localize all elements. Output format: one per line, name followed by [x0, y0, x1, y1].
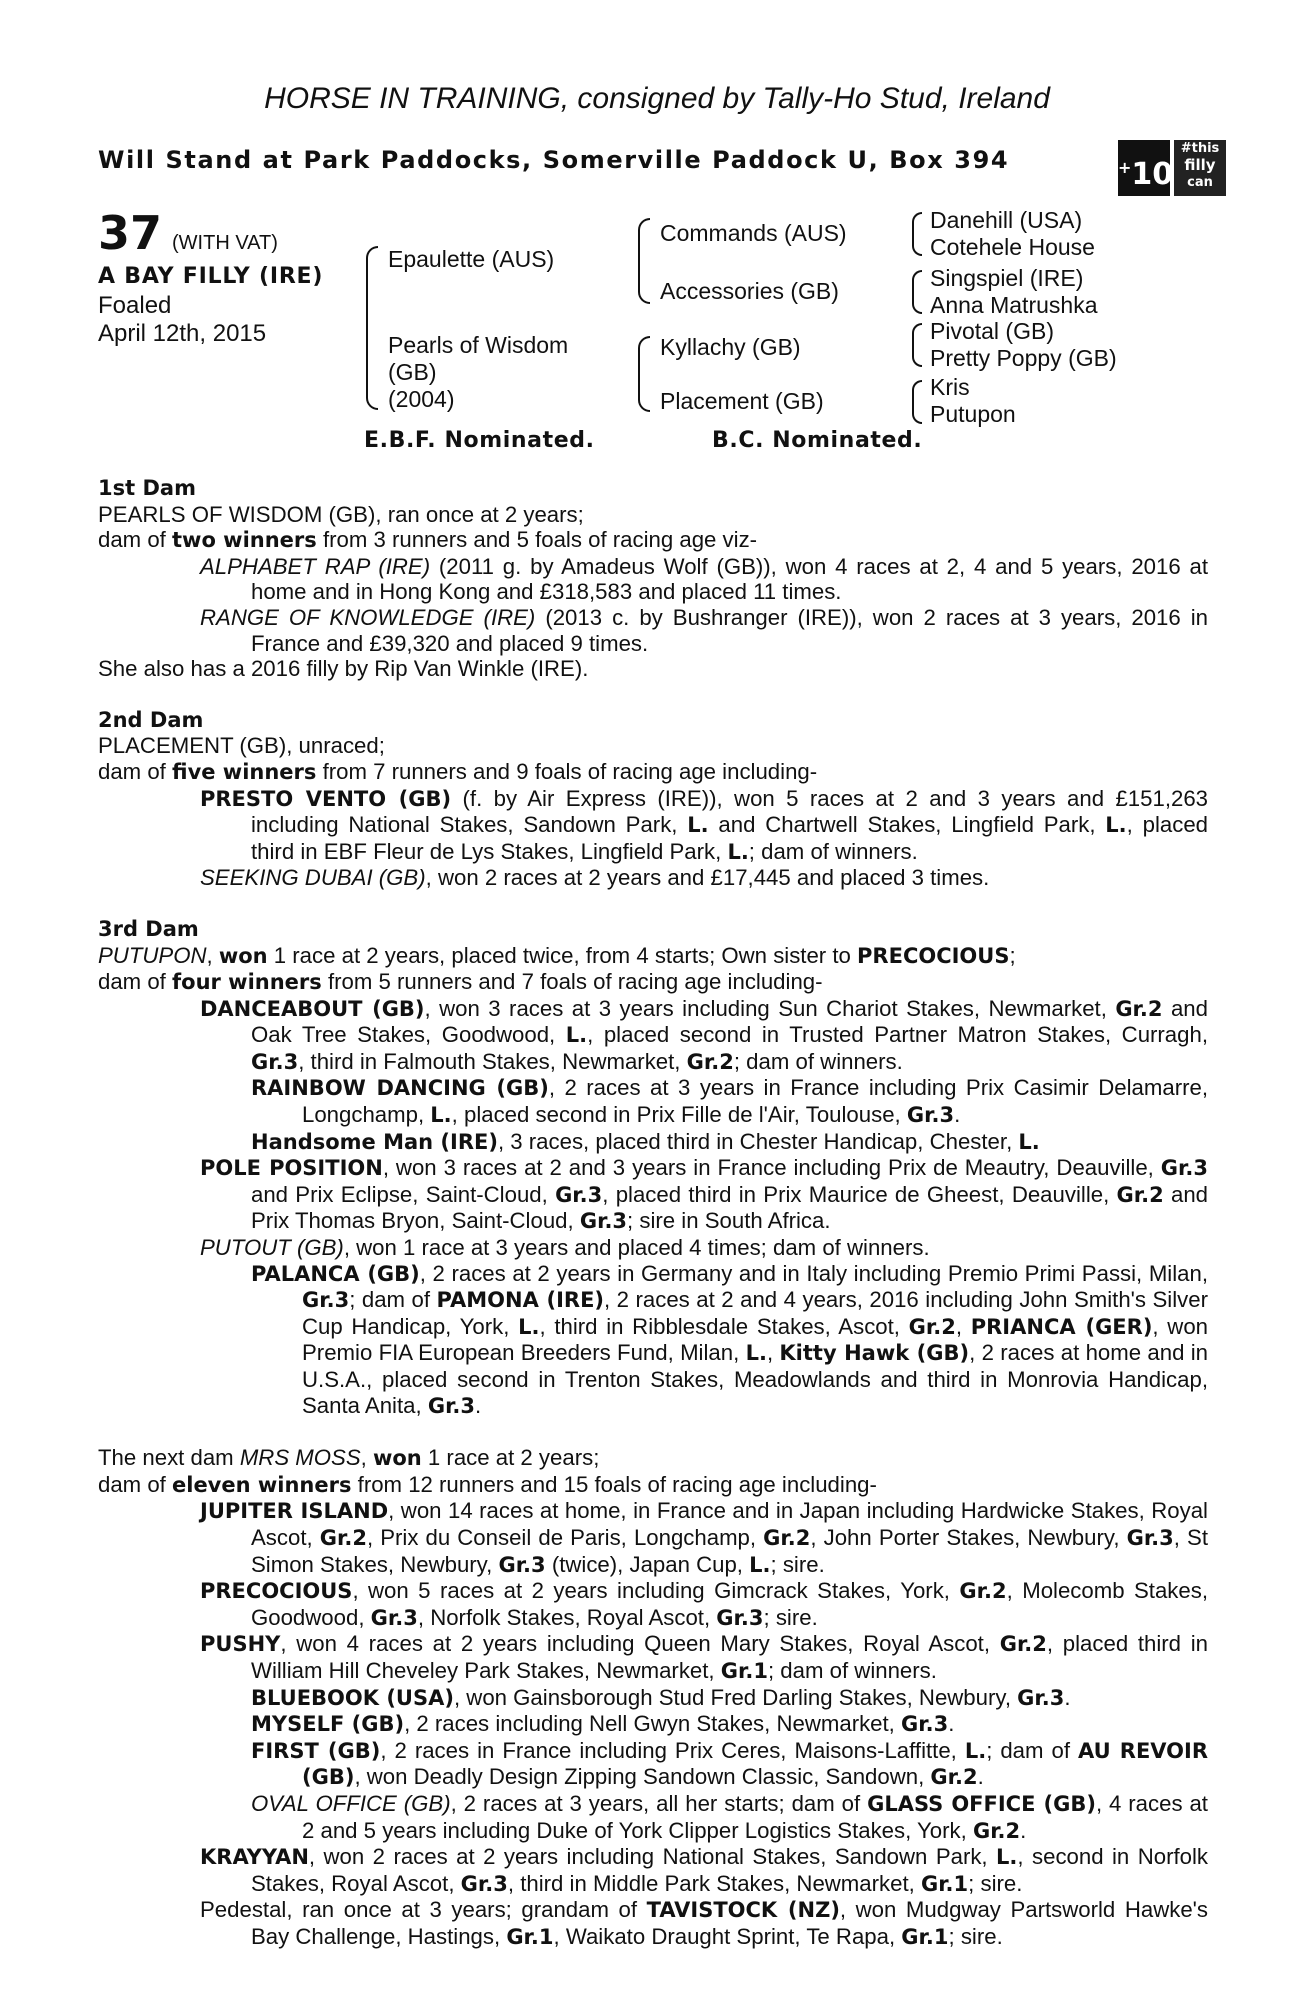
dam-parents-brace — [638, 336, 650, 412]
horse-name: A BAY FILLY (IRE) — [98, 264, 324, 289]
first-dam-heading: 1st Dam — [98, 476, 196, 500]
progeny-entry: DANCEABOUT (GB), won 3 races at 3 years including Sun Chariot Stakes, Newmarket, Gr.2 and Oak Tree Stakes, Goodwood, L., placed second in Trusted Partner Matron Stakes, Curragh, Gr.3, third in Falmouth Stakes, Newmarket, Gr.2; dam of winners. — [200, 995, 1208, 1074]
progeny-entry: BLUEBOOK (USA), won Gainsborough Stud Fred Darling Stakes, Newbury, Gr.3. — [251, 1684, 1071, 1710]
hashtag-badge: #this filly can — [1174, 140, 1226, 196]
progeny-entry: SEEKING DUBAI (GB), won 2 races at 2 years and £17,445 and placed 3 times. — [200, 865, 990, 891]
progeny-entry: FIRST (GB), 2 races in France including Prix Ceres, Maisons-Laffitte, L.; dam of AU REVOIR (GB), won Deadly Design Zipping Sandown Classic, Sandown, Gr.2. — [251, 1737, 1209, 1790]
bc-nominated: B.C. Nominated. — [712, 428, 923, 453]
sire: Epaulette (AUS) — [388, 246, 555, 272]
plus-10-icon: +10 — [1118, 140, 1170, 196]
this-filly-can-logo — [1118, 140, 1228, 196]
third-dam-line: PUTUPON, won 1 race at 2 years, placed twice, from 4 starts; Own sister to PRECOCIOUS; — [98, 942, 1016, 968]
dam: Pearls of Wisdom (GB) (2004) — [388, 332, 569, 412]
progeny-entry: PUSHY, won 4 races at 2 years including Queen Mary Stakes, Royal Ascot, Gr.2, placed third in William Hill Cheveley Park Stakes, Newmarket, Gr.1; dam of winners. — [200, 1631, 1208, 1683]
second-dam-heading: 2nd Dam — [98, 707, 204, 732]
dd-dam: Putupon — [930, 401, 1016, 427]
progeny-entry: MYSELF (GB), 2 races including Nell Gwyn Stakes, Newmarket, Gr.3. — [251, 1711, 955, 1737]
brace-1 — [912, 212, 922, 256]
progeny-entry: PALANCA (GB), 2 races at 2 years in Germany and in Italy including Premio Primi Passi, Milan, Gr.3; dam of PAMONA (IRE), 2 races at 2 and 4 years, 2016 including John Smith's Silver Cup Handicap, York, L., third in Ribblesdale Stakes, Ascot, Gr.2, PRIANCA (GER), won Premio FIA European Breeders Fund, Milan, L., Kitty Hawk (GB), 2 races at home and in U.S.A., placed second in Trenton Stakes, Meadowlands and third in Monrovia Handicap, Santa Anita, Gr.3. — [251, 1260, 1209, 1418]
foaled-date: April 12th, 2015 — [98, 320, 267, 347]
brace-4 — [912, 380, 922, 424]
progeny-entry: PRECOCIOUS, won 5 races at 2 years including Gimcrack Stakes, York, Gr.2, Molecomb Stakes, Goodwood, Gr.3, Norfolk Stakes, Royal Ascot, Gr.3; sire. — [200, 1578, 1208, 1630]
second-dam-produce: dam of five winners from 7 runners and 9 foals of racing age including- — [98, 758, 818, 784]
ds-dam: Pretty Poppy (GB) — [930, 345, 1117, 371]
progeny-entry: KRAYYAN, won 2 races at 2 years including National Stakes, Sandown Park, L., second in Norfolk Stakes, Royal Ascot, Gr.3, third in Middle Park Stakes, Newmarket, Gr.1; sire. — [200, 1844, 1208, 1896]
brace-2 — [912, 270, 922, 314]
third-dam-produce: dam of four winners from 5 runners and 7 foals of racing age including- — [98, 969, 823, 995]
first-dam-line: PEARLS OF WISDOM (GB), ran once at 2 years; — [98, 501, 584, 527]
progeny-entry: RANGE OF KNOWLEDGE (IRE) (2013 c. by Bushranger (IRE)), won 2 races at 3 years, 2016 in France and £39,320 and placed 9 times. — [200, 604, 1208, 656]
ss-sire: Danehill (USA) — [930, 207, 1083, 233]
progeny-entry: Handsome Man (IRE), 3 races, placed third in Chester Handicap, Chester, L. — [251, 1128, 1040, 1154]
progeny-entry: ALPHABET RAP (IRE) (2011 g. by Amadeus Wolf (GB)), won 4 races at 2, 4 and 5 years, 2016 at home and in Hong Kong and £318,583 and placed 11 times. — [200, 553, 1208, 605]
dd-sire: Kris — [930, 374, 970, 400]
progeny-entry: PUTOUT (GB), won 1 race at 3 years and placed 4 times; dam of winners. — [200, 1235, 930, 1261]
lot-number: 37 (WITH VAT) — [98, 206, 278, 260]
stand-location: Will Stand at Park Paddocks, Somerville Paddock U, Box 394 — [98, 146, 1010, 174]
next-dam-produce: dam of eleven winners from 12 runners and 15 foals of racing age including- — [98, 1471, 877, 1497]
progeny-entry: JUPITER ISLAND, won 14 races at home, in France and in Japan including Hardwicke Stakes, Royal Ascot, Gr.2, Prix du Conseil de Paris, Longchamp, Gr.2, John Porter Stakes, Newbury, Gr.3, St Simon Stakes, Newbury, Gr.3 (twice), Japan Cup, L.; sire. — [200, 1498, 1208, 1577]
progeny-entry: OVAL OFFICE (GB), 2 races at 3 years, all her starts; dam of GLASS OFFICE (GB), 4 races at 2 and 5 years including Duke of York Clipper Logistics Stakes, York, Gr.2. — [251, 1790, 1208, 1843]
sire-sire: Commands (AUS) — [660, 220, 847, 246]
sire-dam-brace — [366, 246, 378, 410]
ss-dam: Cotehele House — [930, 234, 1095, 260]
sire-dam: Accessories (GB) — [660, 278, 839, 304]
dam-dam: Placement (GB) — [660, 388, 824, 414]
progeny-entry: POLE POSITION, won 3 races at 2 and 3 years in France including Prix de Meautry, Deauville, Gr.3 and Prix Eclipse, Saint-Cloud, Gr.3, placed third in Prix Maurice de Gheest, Deauville, Gr.2 and Prix Thomas Bryon, Saint-Cloud, Gr.3; sire in South Africa. — [200, 1155, 1208, 1234]
first-dam-also: She also has a 2016 filly by Rip Van Winkle (IRE). — [98, 656, 589, 682]
third-dam-heading: 3rd Dam — [98, 916, 199, 941]
ebf-nominated: E.B.F. Nominated. — [364, 428, 595, 453]
foaled-label: Foaled — [98, 292, 172, 319]
progeny-entry: PRESTO VENTO (GB) (f. by Air Express (IRE)), won 5 races at 2 and 3 years and £151,263 including National Stakes, Sandown Park, L. and Chartwell Stakes, Lingfield Park, L., placed third in EBF Fleur de Lys Stakes, Lingfield Park, L.; dam of winners. — [200, 785, 1208, 864]
first-dam-produce: dam of two winners from 3 runners and 5 foals of racing age viz- — [98, 527, 758, 553]
brace-3 — [912, 323, 922, 367]
progeny-entry: Pedestal, ran once at 3 years; grandam of TAVISTOCK (NZ), won Mudgway Partsworld Hawke's Bay Challenge, Hastings, Gr.1, Waikato Draught Sprint, Te Rapa, Gr.1; sire. — [200, 1897, 1208, 1949]
sd-sire: Singspiel (IRE) — [930, 265, 1084, 291]
sire-parents-brace — [638, 218, 650, 304]
progeny-entry: RAINBOW DANCING (GB), 2 races at 3 years in France including Prix Casimir Delamarre, Longchamp, L., placed second in Prix Fille de l'Air, Toulouse, Gr.3. — [251, 1075, 1208, 1128]
catalogue-text — [98, 476, 1208, 1950]
next-dam-line: The next dam MRS MOSS, won 1 race at 2 years; — [98, 1445, 600, 1471]
second-dam-line: PLACEMENT (GB), unraced; — [98, 733, 385, 759]
dam-sire: Kyllachy (GB) — [660, 334, 801, 360]
ds-sire: Pivotal (GB) — [930, 318, 1054, 344]
sd-dam: Anna Matrushka — [930, 292, 1098, 318]
page-title: HORSE IN TRAINING, consigned by Tally-Ho Stud, Ireland — [264, 82, 1050, 115]
